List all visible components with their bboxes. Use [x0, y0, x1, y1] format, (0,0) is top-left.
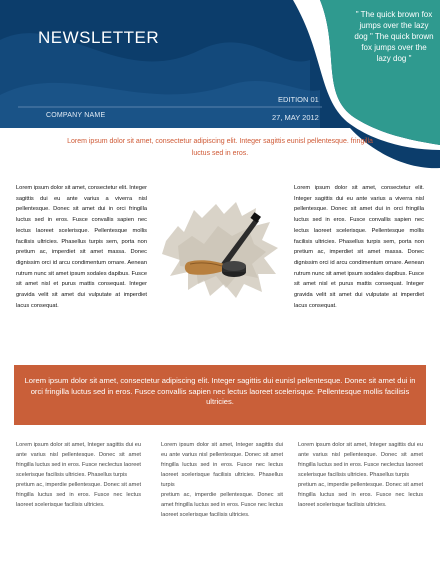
newsletter-subtitle: Lorem ipsum dolor sit amet, consectetur adipiscing elit. Integer sagittis eunisl pellentesque. fringilla luctus sed in eros. — [67, 138, 373, 157]
article-column-left: Lorem ipsum dolor sit amet, consectetur elit. Integer sagittis dui eu ante varius a viverra nisl pellentesque. Donec sit amet dui in orci fringilla luctus sed in eros. Fusce convallis sapien nec lectus laoreet scelerisque. Pellentesque mollis facilisis ultricies. Phasellus turpis sem, porta non pretium ac, imperdiet sit amet massa. Donec dignissim orci id arcu condimentum ornare. Aenean rutrum nunc sit amet ipsum sodales dapibus. Fusce sit amet nisl et purus mattis consequat. Integer gravida velit sit amet dui vulputate at imperdiet lacus consequat. — [16, 185, 147, 309]
hockey-stick-and-puck-icon — [158, 196, 283, 301]
article-column-right: Lorem ipsum dolor sit amet, consectetur elit. Integer sagittis dui eu ante varius a viverra nisl pellentesque. Donec sit amet dui in orci fringilla luctus sed in eros. Fusce convallis sapien nec lectus laoreet scelerisque. Pellentesque mollis facilisis ultricies. Phasellus turpis sem, porta non pretium ac, imperdiet sit amet massa. Donec dignissim orci id arcu condimentum ornare. Aenean rutrum nunc sit amet ipsum sodales dapibus. Fusce sit amet nisl et purus mattis consequat. Integer gravida velit sit amet dui vulputate at imperdiet lacus consequat. — [294, 185, 424, 309]
highlight-banner — [14, 365, 426, 425]
banner-text: Lorem ipsum dolor sit amet, consectetur adipiscing elit. Integer sagittis dui eunisl pellentesque. Donec sit amet dui in orci fringilla luctus sed in eros. Fusce convallis sapien nec lectus laoreet scelerisque. Pellentesque mollis facilisis ultricies. — [24, 376, 416, 406]
company-name: COMPANY NAME — [46, 112, 106, 119]
bottom-column-3 — [298, 440, 423, 510]
bottom-column-2-para-2: pretium ac, imperdie pellentesque. Donec sit amet fringilla luctus sed in eros. Fusce nec lectus laoreet scelerisque facilisis ultricies. — [161, 492, 283, 518]
edition-label: EDITION 01 — [278, 95, 319, 104]
bottom-column-3-para-1: Lorem ipsum dolor sit amet, Integer sagittis dui eu ante varius nisl pellentesque. Donec sit amet fringilla luctus sed in eros. Fusce neclectus laoreet scelerisque facilisis ultricies. Phasellus turpis — [298, 442, 423, 478]
bottom-column-3-para-2: pretium ac, imperdie pellentesque. Donec sit amet fringilla luctus sed in eros. Fusce nec lectus laoreet scelerisque facilisis ultricies. — [298, 482, 423, 508]
bottom-column-2-para-1: Lorem ipsum dolor sit amet, Integer sagittis dui eu ante varius nisl pellentesque. Donec sit amet fringilla luctus sed in eros. Fusce nec lectus laoreet scelerisque facilisis ultricies. Phasellus turpis — [161, 442, 283, 488]
issue-date: 27, MAY 2012 — [272, 113, 319, 122]
bottom-column-1-para-2: pretium ac, imperdie pellentesque. Donec sit amet fringilla luctus sed in eros. Fusce nec lectus laoreet scelerisque facilisis ultricies. — [16, 482, 141, 508]
bottom-column-1 — [16, 440, 141, 510]
bottom-column-1-para-1: Lorem ipsum dolor sit amet, Integer sagittis dui eu ante varius nisl pellentesque. Donec sit amet fringilla luctus sed in eros. Fusce neclectus laoreet scelerisque facilisis ultricies. Phasellus turpis — [16, 442, 141, 478]
header-quote: " The quick brown fox jumps over the lazy dog " The quick brown fox jumps over the lazy dog " — [354, 10, 434, 63]
bottom-column-2 — [161, 440, 283, 520]
newsletter-title: NEWSLETTER — [38, 28, 160, 47]
